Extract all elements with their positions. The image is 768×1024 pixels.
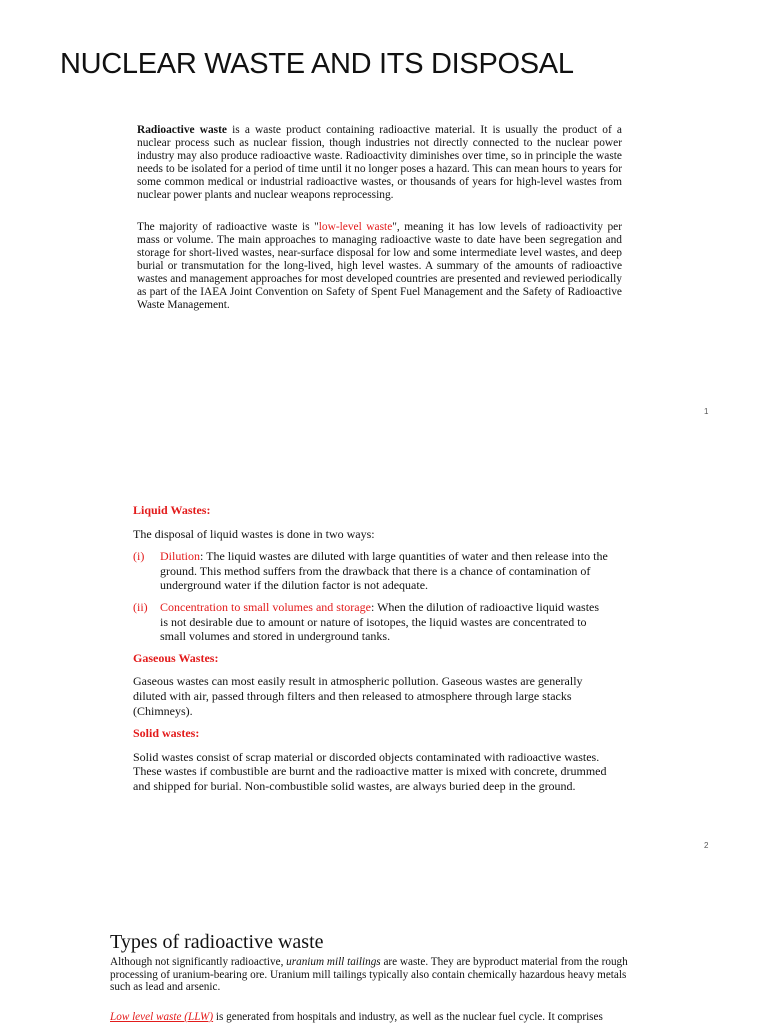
gaseous-wastes-heading: Gaseous Wastes: bbox=[133, 650, 219, 665]
paragraph-mill-tailings bbox=[110, 956, 638, 994]
term-concentration: Concentration to small volumes and storage bbox=[160, 599, 371, 614]
paragraph-llw bbox=[110, 1011, 638, 1024]
list-item-dilution bbox=[133, 549, 608, 593]
list-item-body bbox=[160, 549, 608, 593]
page-number-2: 2 bbox=[704, 841, 709, 850]
paragraph-text: is generated from hospitals and industry, as well as the nuclear fuel cycle. It comprises bbox=[213, 1010, 603, 1023]
list-marker: (ii) bbox=[133, 599, 148, 614]
paragraph-low-level bbox=[137, 221, 622, 313]
low-level-waste-link[interactable]: low-level waste bbox=[318, 220, 393, 233]
page-number-1: 1 bbox=[704, 407, 709, 416]
paragraph-text: The majority of radioactive waste is " bbox=[137, 220, 319, 233]
intro-text bbox=[137, 124, 622, 330]
term-radioactive-waste: Radioactive waste bbox=[137, 124, 227, 136]
types-text bbox=[110, 956, 638, 1024]
gaseous-text: Gaseous wastes can most easily result in atmospheric pollution. Gaseous wastes are generally diluted with air, passed through filters and then released to atmosphere through large stacks (Chimneys). bbox=[133, 674, 583, 718]
term-uranium-mill-tailings: uranium mill tailings bbox=[286, 956, 381, 968]
liquid-wastes-heading: Liquid Wastes: bbox=[133, 503, 211, 517]
liquid-intro: The disposal of liquid wastes is done in two ways: bbox=[133, 526, 375, 541]
list-marker: (i) bbox=[133, 549, 145, 564]
term-dilution: Dilution bbox=[160, 549, 201, 564]
list-item-body bbox=[160, 600, 608, 644]
paragraph-text: are waste. They are byproduct material from the rough processing of uranium-bearing ore. Uranium mill tailings typically also contain chemically hazardous heavy metals such as lead and arsenic. bbox=[110, 956, 628, 994]
paragraph-text: Although not significantly radioactive, bbox=[110, 956, 287, 968]
page-title: NUCLEAR WASTE AND ITS DISPOSAL bbox=[60, 48, 574, 80]
disposal-section bbox=[133, 503, 608, 802]
solid-text: Solid wastes consist of scrap material or discorded objects contaminated with radioactive wastes. These wastes if combustible are burnt and the radioactive matter is mixed with concrete, drummed and shipped for burial. Non-combustible solid wastes, are always buried deep in the ground. bbox=[133, 749, 607, 793]
solid-wastes-heading: Solid wastes: bbox=[133, 726, 200, 741]
paragraph-text: is a waste product containing radioactive material. It is usually the product of a nuclear process such as nuclear fission, though industries not directly connected to the nuclear power industry may also produce radioactive waste. Radioactivity diminishes over time, so in principle the waste needs to be isolated for a period of time until it no longer poses a hazard. This can mean hours to years for some common medical or industrial radioactive wastes, or thousands of years for high-level wastes from nuclear power plants and nuclear weapons reprocessing. bbox=[137, 124, 622, 202]
list-item-text: : When the dilution of radioactive liquid wastes is not desirable due to amount or nature of isotopes, the liquid wastes are concentrated to small volumes and stored in underground tanks. bbox=[160, 599, 600, 644]
paragraph-text: ", meaning it has low levels of radioactivity per mass or volume. The main approaches to managing radioactive waste to date have been segregation and storage for short-lived wastes, near-surface disposal for low and some intermediate level wastes, and deep burial or transmutation for the long-lived, high level wastes. A summary of the amounts of radioactive wastes and management approaches for most developed countries are presented and reviewed periodically as part of the IAEA Joint Convention on Safety of Spent Fuel Management and the Safety of Radioactive Waste Management. bbox=[137, 220, 622, 312]
section-title: Types of radioactive waste bbox=[110, 931, 324, 953]
term-low-level-waste-link[interactable]: Low level waste (LLW) bbox=[110, 1010, 214, 1023]
list-item-concentration bbox=[133, 600, 608, 644]
paragraph-radioactive-waste bbox=[137, 124, 622, 203]
list-item-text: : The liquid wastes are diluted with large quantities of water and then release into the ground. This method suffers from the drawback that there is a chance of contamination of underground water if the dilution factor is not adequate. bbox=[160, 549, 608, 593]
